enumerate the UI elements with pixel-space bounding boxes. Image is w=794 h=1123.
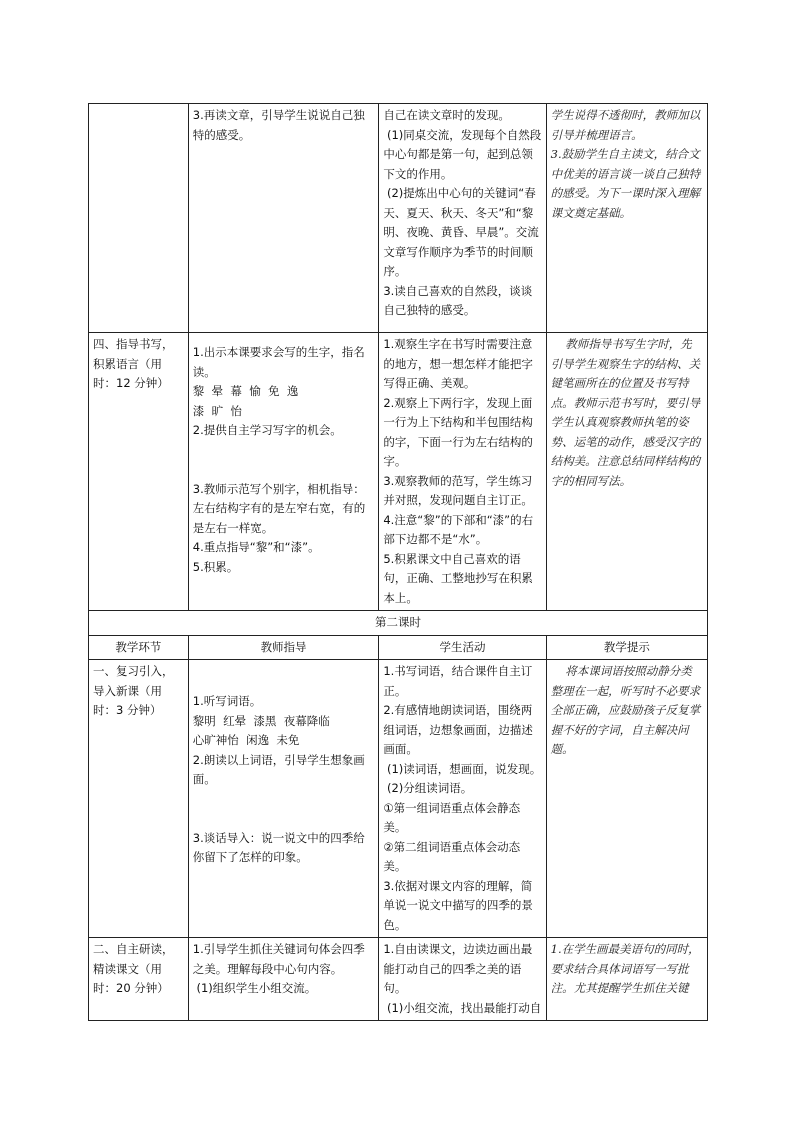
teacher-text: (1)组织学生小组交流。 <box>192 981 317 995</box>
header-student: 学生活动 <box>379 635 546 660</box>
step-label: 二、自主研读，精读课文（用时：20 分钟） <box>93 942 174 995</box>
teacher-text: 1.引导学生抓住关键词句体会四季之美。理解每段中心句内容。 <box>192 942 365 976</box>
teacher-text: 漆 旷 怡 <box>192 403 242 418</box>
student-text: (1)同桌交流，发现每个自然段中心句都是第一句，起到总领下文的作用。 <box>383 127 542 181</box>
table-row-review <box>89 660 708 938</box>
student-text: (1)读词语，想画面，说发现。 <box>383 761 542 776</box>
tips-text: 3.鼓励学生自主读文，结合文中优美的语言谈一谈自己独特的感受。为下一课时深入理解课文奠定基础。 <box>550 147 701 220</box>
student-cell <box>379 104 546 333</box>
header-teacher: 教师指导 <box>188 635 379 660</box>
spacer <box>193 809 375 829</box>
table-row-reread <box>89 104 708 333</box>
teacher-text: 1.出示本课要求会写的生字，指名读。 <box>192 345 365 379</box>
student-text: 5.积累课文中自己喜欢的语句，正确、工整地抄写在积累本上。 <box>383 551 533 605</box>
student-text: ②第二组词语重点体会动态美。 <box>383 839 521 873</box>
header-row <box>89 635 708 660</box>
lesson-plan-table <box>88 103 708 1021</box>
student-text: 3.观察教师的范写，学生练习并对照，发现问题自主订正。 <box>383 473 533 507</box>
student-text: (2)分组读词语。 <box>383 781 473 795</box>
tips-cell <box>546 104 707 333</box>
student-text: (1)小组交流，找出最能打动自 <box>383 1000 542 1015</box>
teacher-cell <box>188 104 379 333</box>
table-row-writing <box>89 333 708 611</box>
student-text: 2.有感情地朗读词语，围绕两组词语，边想象画面，边描述画面。 <box>383 703 533 756</box>
teacher-cell <box>188 333 379 611</box>
student-text: (2)提炼出中心句的关键词“春天、夏天、秋天、冬天”和“黎明、夜晚、黄昏、早晨”。交流文章写作顺序为季节的时间顺序。 <box>383 186 539 278</box>
teacher-text: 2.提供自主学习写字的机会。 <box>192 423 342 437</box>
tips-text: 教师指导书写生字时，先引导学生观察生字的结构、关键笔画所在的位置及书写特点。教师示范书写时，要引导学生认真观察教师执笔的姿势、运笔的动作，感受汉字的结构美。注意总结同样结构的字的相同写法。 <box>550 337 701 488</box>
student-text: 自己在读文章时的发现。 <box>383 108 510 122</box>
tips-text: 学生说得不透彻时，教师加以引导并梳理语言。 <box>550 108 701 142</box>
step-label: 四、指导书写，积累语言（用时：12 分钟） <box>93 337 174 390</box>
tips-cell <box>546 660 707 938</box>
student-text: 1.书写词语，结合课件自主订正。 <box>383 664 533 698</box>
header-tips: 教学提示 <box>546 635 707 660</box>
teacher-cell <box>188 660 379 938</box>
teacher-cell <box>188 938 379 1021</box>
spacer <box>193 441 375 461</box>
teacher-text: 1.听写词语。 <box>192 694 262 708</box>
teacher-text: 黎明 红晕 漆黑 夜幕降临 <box>192 713 330 728</box>
step-cell-empty <box>89 104 189 333</box>
tips-cell <box>546 333 707 611</box>
teacher-text: 3.谈话导入：说一说文中的四季给你留下了怎样的印象。 <box>192 830 365 864</box>
student-text: 2.观察上下两行字，发现上面一行为上下结构和半包围结构的字，下面一行为左右结构的字。 <box>383 395 533 468</box>
teacher-text: 2.朗读以上词语，引导学生想象画面。 <box>192 752 365 786</box>
student-cell <box>379 660 546 938</box>
tips-text: 将本课词语按照动静分类整理在一起，听写时不必要求全部正确，应鼓励孩子反复掌握不好的字词，自主解决问题。 <box>550 664 701 756</box>
step-cell <box>89 938 189 1021</box>
teacher-text: 心旷神怡 闲逸 未免 <box>192 733 300 747</box>
student-text: 1.自由读课文，边读边画出最能打动自己的四季之美的语句。 <box>383 942 533 995</box>
student-text: 4.注意“黎”的下部和“漆”的右部下边都不是“水”。 <box>383 512 534 546</box>
tips-text: 1.在学生画最美语句的同时，要求结合具体词语写一写批注。尤其提醒学生抓住关键 <box>550 942 700 995</box>
step-cell <box>89 660 189 938</box>
student-text: 3.读自己喜欢的自然段，谈谈自己独特的感受。 <box>383 283 533 317</box>
teacher-text: 4.重点指导“黎”和“漆”。 <box>192 540 320 554</box>
student-text: 3.依据对课文内容的理解，简单说一说文中描写的四季的景色。 <box>383 878 533 932</box>
spacer <box>193 460 375 480</box>
step-label: 一、复习引入，导入新课（用时：3 分钟） <box>93 664 174 717</box>
student-cell <box>379 938 546 1021</box>
tips-cell <box>546 938 707 1021</box>
teacher-text: 3.教师示范写个别字，相机指导：左右结构字有的是左窄右宽，有的是左右一样宽。 <box>192 481 366 535</box>
student-text: ①第一组词语重点体会静态美。 <box>383 800 521 834</box>
student-cell <box>379 333 546 611</box>
teacher-text: 3.再读文章，引导学生说说自己独特的感受。 <box>192 108 365 142</box>
step-cell <box>89 333 189 611</box>
section-title: 第二课时 <box>89 611 708 636</box>
spacer <box>193 790 375 810</box>
teacher-text: 5.积累。 <box>192 559 239 574</box>
teacher-text: 黎 晕 幕 愉 免 逸 <box>192 384 299 398</box>
section-title-row <box>89 611 708 636</box>
header-step: 教学环节 <box>89 635 189 660</box>
student-text: 1.观察生字在书写时需要注意的地方，想一想怎样才能把字写得正确、美观。 <box>383 337 533 390</box>
table-row-reading <box>89 938 708 1021</box>
